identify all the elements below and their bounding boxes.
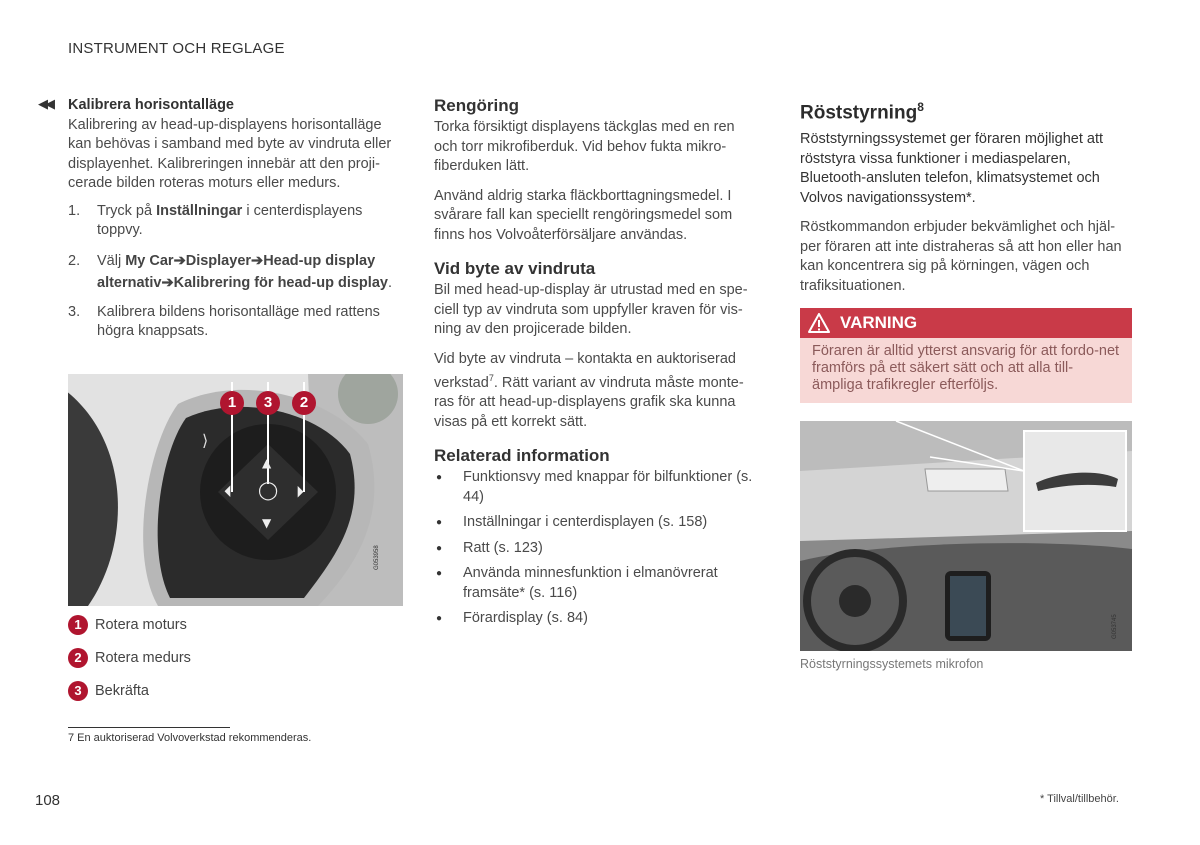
menu-displays: Displayer [185,252,252,269]
dashboard-illustration [800,421,1132,651]
related-link-2[interactable]: ● Inställningar i centerdisplayen (s. 158) [434,513,754,533]
warning-body: Föraren är alltid ytterst ansvarig för att fordo-net framförs på ett säkert sätt och att alla till-ämpliga trafikregler efterföljs. [800,338,1132,403]
related-link-4[interactable]: ● Använda minnesfunktion i elmanövrerat framsäte* (s. 116) [434,564,754,603]
badge-3: 3 [256,391,280,415]
keypad-figure [68,374,403,606]
image-code: G053958 [374,545,380,570]
step-number: 3. [68,303,81,320]
step-number: 1. [68,202,81,219]
legend-text: Rotera medurs [95,649,191,666]
voice-intro: Röststyrningssystemet ger föraren möjlighet att röststyra vissa funktioner i mediaspelaren, Bluetooth-ansluten telefon, klimatsystemet och Volvos navigationssystem*. [800,131,1104,206]
legend-badge: 1 [68,615,88,635]
step-2 [68,250,403,294]
voice-text-2: Röstkommandon erbjuder bekvämlighet och hjäl-per föraren att inte distraheras så att hon eller han kan koncentrera sig på körningen, vägen och trafiksituationen. [800,219,1122,294]
right-button-icon: ⏵ [296,482,305,501]
related-link-1[interactable]: ● Funktionsvy med knappar för bilfunktioner (s. 44) [434,468,754,507]
legend-badge: 3 [68,681,88,701]
step-text: . [387,274,392,291]
voice-heading-text: Röststyrning [800,102,918,124]
legend-item-2 [68,648,191,668]
optional-note: * Tillval/tillbehör. [1040,793,1119,805]
cleaning-heading: Rengöring [434,96,519,115]
voice-heading-footnote: 8 [917,100,924,114]
menu-my-car: My Car [125,252,174,269]
windscreen-text-2a: Vid byte av vindruta – kontakta en auktoriserad verkstad [434,350,737,391]
step-text: Tryck på [97,202,157,219]
related-heading: Relaterad information [434,446,610,466]
related-list [434,468,754,629]
footnote-ref: 7 [488,373,494,383]
menu-settings: Inställningar [156,202,243,219]
step-text: Välj [97,252,126,269]
page-number: 108 [35,792,61,809]
warning-header [800,308,1132,338]
legend-item-1 [68,615,187,635]
windscreen-text-2 [434,350,754,433]
cleaning-text-1: Torka försiktigt displayens täckglas med en ren och torr mikrofiberduk. Vid behov fukta mikro-fiberduken lätt. [434,119,735,174]
column-cleaning [434,96,754,635]
related-link-5[interactable]: ● Förardisplay (s. 84) [434,609,754,629]
double-chevron-left-icon: ◀◀ [38,96,52,111]
column-voice-control [800,96,1132,306]
microphone-figure [800,421,1132,651]
calibrate-intro: Kalibrering av head-up-displayens horisontalläge kan behövas i samband med byte av vindruta eller displayenhet. Kalibreringen innebär att den proji-cerade bilden roteras moturs eller medurs. [68,116,392,191]
warning-title: VARNING [840,313,918,332]
badge-2: 2 [292,391,316,415]
calibrate-heading: Kalibrera horisontalläge [68,97,234,113]
badge-1: 1 [220,391,244,415]
related-link-3[interactable]: ● Ratt (s. 123) [434,539,754,559]
windscreen-text-1: Bil med head-up-display är utrustad med en spe-ciell typ av vindruta som uppfyller kraven för vis-ning av den projicerade bilden. [434,282,748,337]
menu-hud-calibration: Kalibrering för head-up display [173,274,388,291]
figure-caption: Röststyrningssystemets mikrofon [800,657,984,671]
left-button-icon: ⏴ [224,482,233,501]
arrow-right-icon: ➔ [251,252,264,269]
step-1 [68,202,403,241]
legend-badge: 2 [68,648,88,668]
column-calibrate [68,96,403,351]
running-header: INSTRUMENT OCH REGLAGE [68,40,285,57]
voice-heading [800,96,1132,124]
menu-hud-options: Head-up display alternativ [97,252,376,291]
svg-text:⟩: ⟩ [202,431,209,450]
windscreen-heading: Vid byte av vindruta [434,259,596,278]
step-3 [68,303,403,342]
step-text: Kalibrera bildens horisontalläge med rattens högra knappsats. [97,303,380,339]
footnote: 7 En auktoriserad Volvoverkstad rekommenderas. [68,732,312,744]
up-button-icon: ▲ [262,456,272,470]
calibrate-steps [68,202,403,342]
image-code: G053745 [1112,614,1118,639]
legend-item-3 [68,681,149,701]
legend-text: Bekräfta [95,682,149,699]
arrow-right-icon: ➔ [173,252,186,269]
footnote-divider [68,727,230,728]
cleaning-text-2: Använd aldrig starka fläckborttagningsmedel. I svårare fall kan speciellt rengöringsmedel som finns hos Volvoåterförsäljare användas. [434,187,733,243]
step-number: 2. [68,252,81,269]
legend-text: Rotera moturs [95,616,187,633]
confirm-button-icon: ◯ [258,480,279,501]
down-button-icon: ▼ [262,516,272,530]
arrow-right-icon: ➔ [161,274,174,291]
windscreen-text-2b: . Rätt variant av vindruta måste monte-ras för att head-up-displayens grafik ska kunna visas på ett korrekt sätt. [434,374,744,430]
step-text: i centerdisplayens toppvy. [97,202,363,238]
